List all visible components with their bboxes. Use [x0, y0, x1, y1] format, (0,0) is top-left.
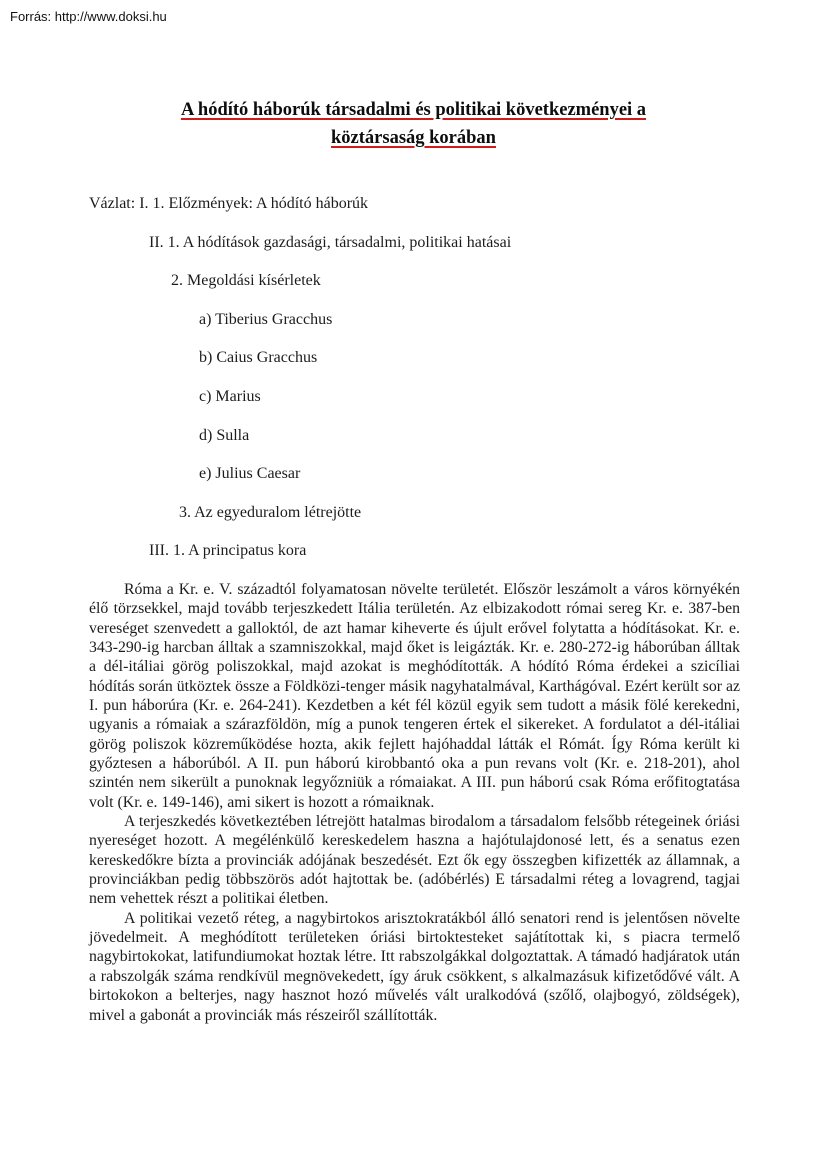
- outline-item-b-caius: b) Caius Gracchus: [199, 349, 318, 367]
- page-title-line-2: köztársaság korában: [331, 128, 496, 148]
- outline-item-c-marius: c) Marius: [199, 387, 261, 405]
- paragraph-equestrians: A terjeszkedés következtében létrejött hatalmas birodalom a társadalom felsőbb rétegeinek óriási nyereséget hozott. A megélénkülő kereskedelem haszna a hajótulajdonosé lett, és a senatus ezen kereskedőkre bízta a provinciák adójának beszedését. Ezt ők egy összegben kifizették az államnak, a provinciákban pedig többszörös adót hajtottak be. (adóbérlés) E társadalmi réteg a lovagrend, tagjai nem vehettek részt a politikai életben.: [89, 813, 740, 908]
- source-note: Forrás: http://www.doksi.hu: [10, 9, 167, 24]
- outline-item-vazlat: Vázlat: I. 1. Előzmények: A hódító háborúk: [89, 195, 369, 212]
- outline-item-2-megoldasi: 2. Megoldási kísérletek: [171, 272, 321, 290]
- outline-item-a-tiberius: a) Tiberius Gracchus: [199, 310, 333, 328]
- outline-item-ii-1: II. 1. A hódítások gazdasági, társadalmi, politikai hatásai: [149, 233, 512, 251]
- outline-item-3-egyeduralom: 3. Az egyeduralom létrejötte: [179, 503, 362, 521]
- outline: [89, 194, 740, 561]
- page-title-line-1: A hódító háborúk társadalmi és politikai következményei a: [180, 100, 647, 120]
- outline-item-iii-1-principatus: III. 1. A principatus kora: [149, 542, 307, 560]
- paragraph-senatorial: A politikai vezető réteg, a nagybirtokos arisztokratákból álló senatori rend is jelentősen növelte jövedelmeit. A meghódított területeken óriási birtoktesteket sajátítottak ki, s piacra termelő nagybirtokokat, latifundiumokat hoztak létre. Itt rabszolgákkal dolgoztattak. A támadó hadjáratok után a rabszolgák száma rendkívül megnövekedett, így áruk csökkent, s alkalmazásuk kifizetődővé vált. A birtokokon a belterjes, nagy hasznot hozó művelés vált uralkodóvá (szőlő, olajbogyó, zöldségek), mivel a gabonát a provinciák más részeiről szállították.: [89, 909, 740, 1024]
- body-text: [89, 580, 740, 1025]
- outline-item-d-sulla: d) Sulla: [199, 426, 250, 444]
- outline-item-e-julius-caesar: e) Julius Caesar: [199, 465, 301, 483]
- paragraph-conquests: Róma a Kr. e. V. századtól folyamatosan növelte területét. Először leszámolt a város környékén élő törzsekkel, majd tovább terjeszkedett Itália területén. Az elbizakodott római sereg Kr. e. 387-ben vereséget szenvedett a galloktól, de azt hamar kiheverte és újult erővel folytatta a hódításokat. Kr. e. 343-290-ig harcban álltak a szamniszokkal, majd őket is leigázták. Kr. e. 280-272-ig háborúban álltak a dél-itáliai görög poliszokkal, majd azokat is meghódították. A hódító Róma érdekei a szicíliai hódítás során ütköztek össze a Földközi-tenger másik nagyhatalmával, Karthágóval. Ezért került sor az I. pun háborúra (Kr. e. 264-241). Kezdetben a két fél közül egyik sem tudott a másik fölé kerekedni, ugyanis a rómaiak a szárazföldön, míg a punok tengeren értek el sikereket. A fordulatot a dél-itáliai görög poliszok közreműködése hozta, akik fejlett hajóhaddal látták el Rómát. Így Róma került ki győztesen a háborúból. A II. pun háború kirobbantó oka a pun revans volt (Kr. e. 218-201), ahol szintén nem sikerült a punoknak legyőzniük a rómaiakat. A III. pun háború csak Róma erőfitogtatása volt (Kr. e. 149-146), ami sikert is hozott a rómaiknak.: [89, 580, 740, 811]
- page-title: [90, 96, 737, 152]
